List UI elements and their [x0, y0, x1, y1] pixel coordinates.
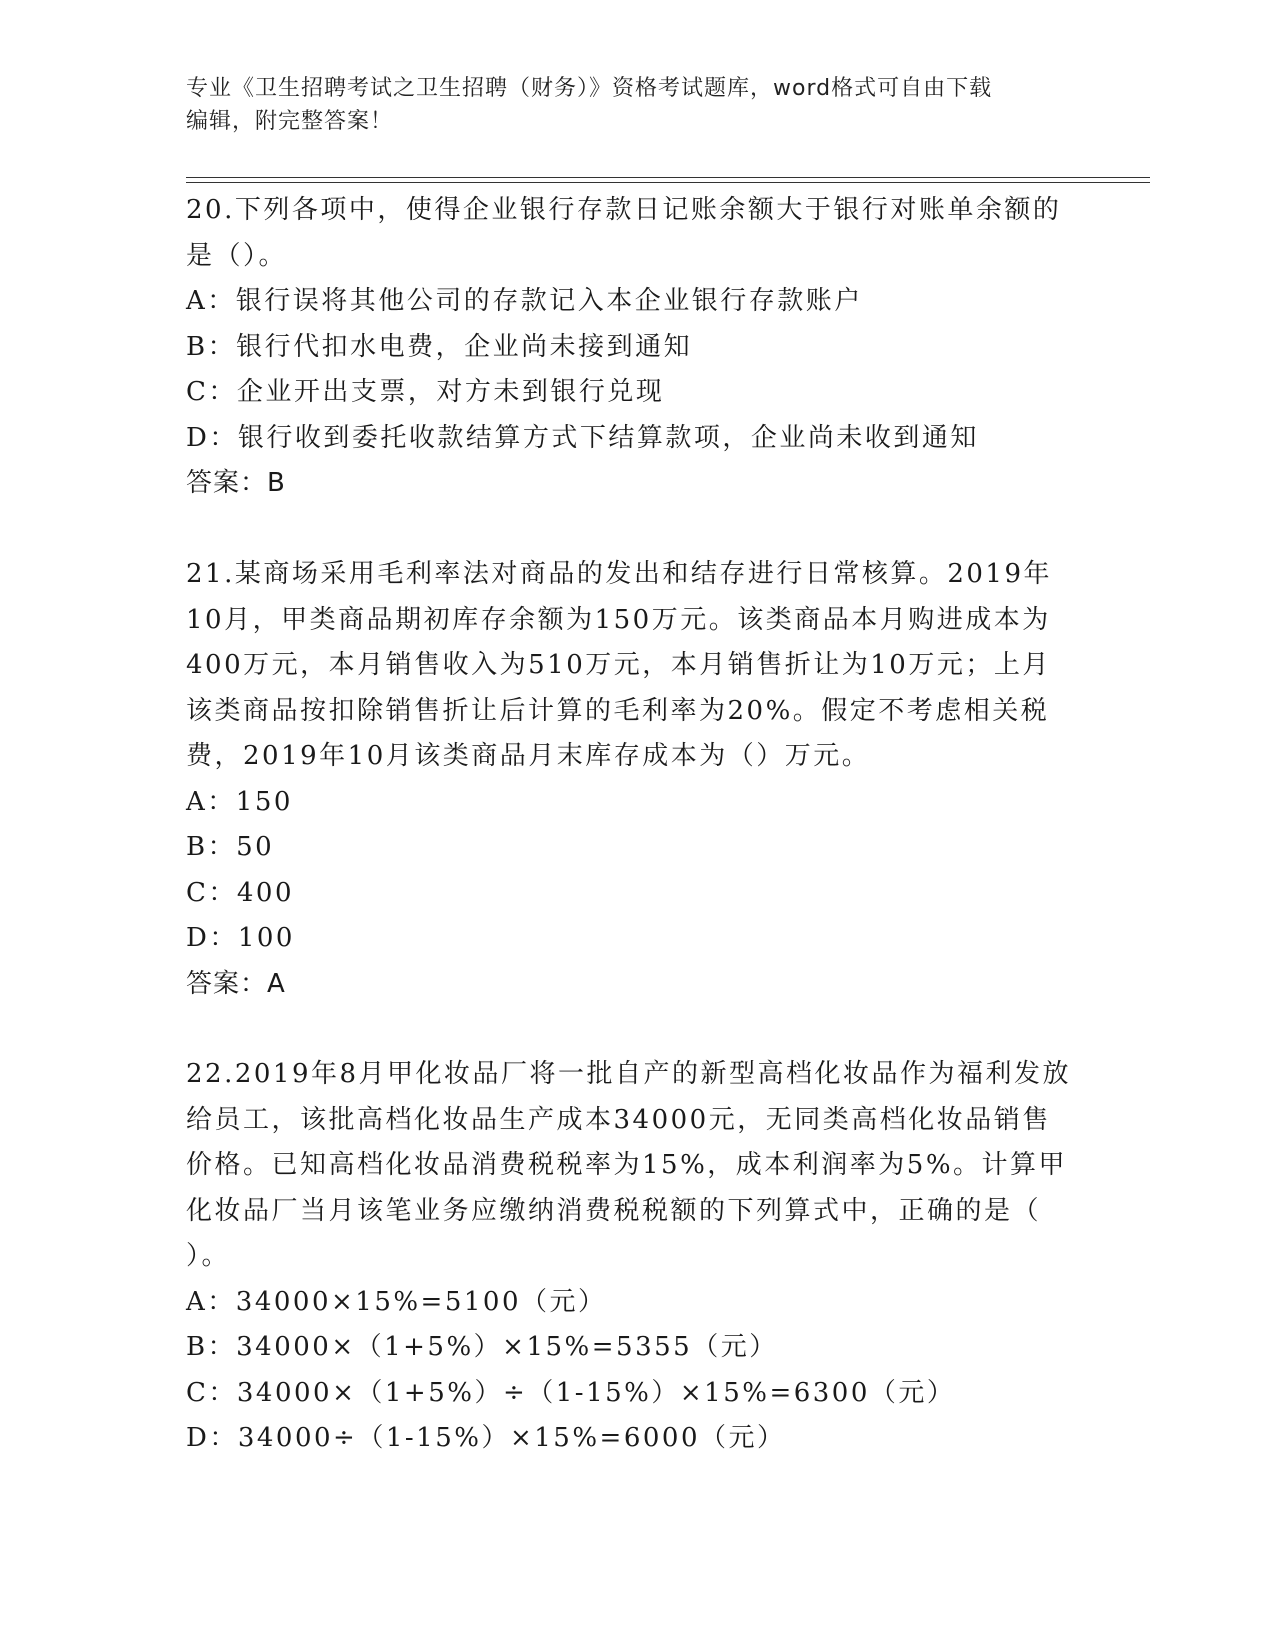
- question-stem-line: 化妆品厂当月该笔业务应缴纳消费税税额的下列算式中，正确的是（: [186, 1195, 1042, 1226]
- answer: 答案：A: [186, 968, 286, 999]
- question-stem-line: 费，2019年10月该类商品月末库存成本为（）万元。: [186, 741, 871, 771]
- option-c: C：400: [186, 877, 295, 908]
- answer: 答案：B: [186, 468, 286, 498]
- question-stem-line: 是（）。: [186, 240, 288, 271]
- option-d: D：银行收到委托收款结算方式下结算款项，企业尚未收到通知: [186, 422, 979, 453]
- option-a: A：150: [186, 786, 293, 817]
- header-divider-bottom: [186, 182, 1150, 183]
- option-b: B：34000×（1+5%）×15%=5355（元）: [186, 1332, 778, 1362]
- question-stem-line: 20.下列各项中，使得企业银行存款日记账余额大于银行对账单余额的: [186, 195, 1062, 225]
- question-stem-line: 价格。已知高档化妆品消费税税率为15%，成本利润率为5%。计算甲: [186, 1150, 1068, 1180]
- question-stem-line: ）。: [186, 1241, 231, 1271]
- question-stem-line: 给员工，该批高档化妆品生产成本34000元，无同类高档化妆品销售: [186, 1104, 1051, 1135]
- option-d: D：100: [186, 923, 295, 953]
- question-stem-line: 该类商品按扣除销售折让后计算的毛利率为20%。假定不考虑相关税: [186, 695, 1050, 726]
- question-stem-line: 400万元，本月销售收入为510万元，本月销售折让为10万元；上月: [186, 650, 1051, 680]
- question-21: [186, 552, 1086, 1007]
- option-a: A：34000×15%=5100（元）: [186, 1286, 607, 1317]
- question-stem-line: 22.2019年8月甲化妆品厂将一批自产的新型高档化妆品作为福利发放: [186, 1059, 1072, 1089]
- document-header: [186, 72, 1086, 138]
- option-b: B：50: [186, 832, 275, 862]
- option-b: B：银行代扣水电费，企业尚未接到通知: [186, 331, 693, 362]
- question-stem-line: 10月，甲类商品期初库存余额为150万元。该类商品本月购进成本为: [186, 604, 1051, 635]
- option-c: C：34000×（1+5%）÷（1-15%）×15%=6300（元）: [186, 1377, 956, 1408]
- option-c: C：企业开出支票，对方未到银行兑现: [186, 377, 665, 407]
- header-line-2: 编辑，附完整答案！: [186, 109, 394, 134]
- header-divider-top: [186, 177, 1150, 178]
- option-a: A：银行误将其他公司的存款记入本企业银行存款账户: [186, 286, 863, 316]
- question-22: [186, 1052, 1086, 1462]
- option-d: D：34000÷（1-15%）×15%=6000（元）: [186, 1423, 786, 1453]
- header-line-1: 专业《卫生招聘考试之卫生招聘（财务）》资格考试题库，word格式可自由下载: [186, 76, 993, 101]
- question-stem-line: 21.某商场采用毛利率法对商品的发出和结存进行日常核算。2019年: [186, 559, 1053, 589]
- question-20: [186, 188, 1086, 507]
